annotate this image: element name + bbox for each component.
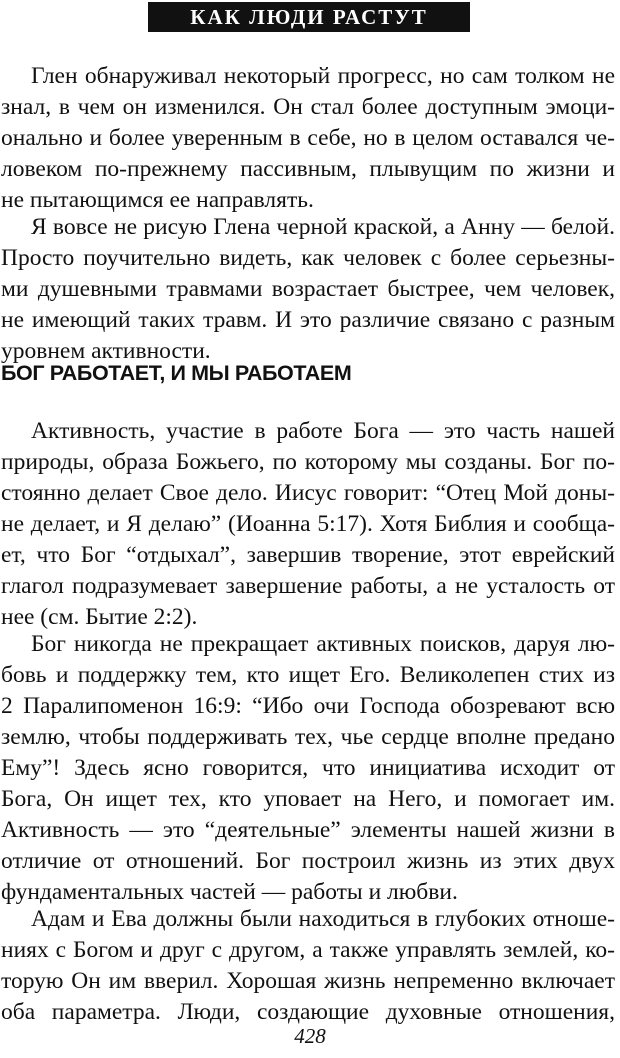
text-line: нее (см. Бытие 2:2). (1, 604, 198, 630)
text-line: ет, что Бог “отдыхал”, завершив творение, этот еврейский (1, 542, 615, 568)
text-line: Я вовсе не рисую Глена черной краской, а Анну — белой. (31, 214, 615, 240)
text-line: не имеющий таких травм. И это различие связано с разным (1, 307, 615, 333)
text-line: Адам и Ева должны были находиться в глубоких отноше- (31, 906, 615, 932)
text-line: бовь и поддержку тем, кто ищет Его. Великолепен стих из (1, 662, 615, 688)
text-line: оба параметра. Люди, создающие духовные отношения, (1, 999, 615, 1025)
text-line: ми душевными травмами возрастает быстрее, чем человек, (1, 276, 615, 302)
text-line: уровнем активности. (1, 338, 211, 364)
text-line: ниях с Богом и друг с другом, а также управлять землей, ко- (1, 937, 615, 963)
text-line: Ему”! Здесь ясно говорится, что инициатива исходит от (1, 755, 615, 781)
text-line: природы, образа Божьего, по которому мы созданы. Бог по- (1, 449, 615, 475)
page-number: 428 (294, 1024, 326, 1048)
text-line: Бога, Он ищет тех, кто уповает на Него, и помогает им. (1, 786, 615, 812)
text-line: торую Он им вверил. Хорошая жизнь непременно включает (1, 968, 615, 994)
text-line: не делает, и Я делаю” (Иоанна 5:17). Хотя Библия и сообща- (1, 511, 615, 537)
text-line: Просто поучительно видеть, как человек с более серьезны- (1, 245, 615, 271)
text-line: Активность — это “деятельные” элементы нашей жизни в (1, 817, 615, 843)
text-line: знал, в чем он изменился. Он стал более доступным эмоци- (1, 94, 615, 120)
running-head: КАК ЛЮДИ РАСТУТ (148, 2, 470, 32)
text-line: 2 Паралипоменон 16:9: “Ибо очи Господа обозревают всю (1, 693, 615, 719)
text-line: стоянно делает Свое дело. Иисус говорит: “Отец Мой доны- (1, 480, 615, 506)
text-line: Активность, участие в работе Бога — это часть нашей (31, 418, 615, 444)
text-line: отличие от отношений. Бог построил жизнь из этих двух (1, 848, 615, 874)
text-line: ловеком по-прежнему пассивным, плывущим по жизни и (1, 156, 615, 182)
text-line: Глен обнаруживал некоторый прогресс, но сам толком не (31, 63, 615, 89)
section-heading: БОГ РАБОТАЕТ, И МЫ РАБОТАЕМ (1, 361, 352, 385)
text-line: глагол подразумевает завершение работы, а не усталость от (1, 573, 615, 599)
text-line: Бог никогда не прекращает активных поисков, даруя лю- (31, 631, 615, 657)
text-line: фундаментальных частей — работы и любви. (1, 879, 458, 905)
text-line: землю, чтобы поддерживать тех, чье сердце вполне предано (1, 724, 615, 750)
text-line: онально и более уверенным в себе, но в целом оставался че- (1, 125, 615, 151)
text-line: не пытающимся ее направлять. (1, 187, 314, 213)
